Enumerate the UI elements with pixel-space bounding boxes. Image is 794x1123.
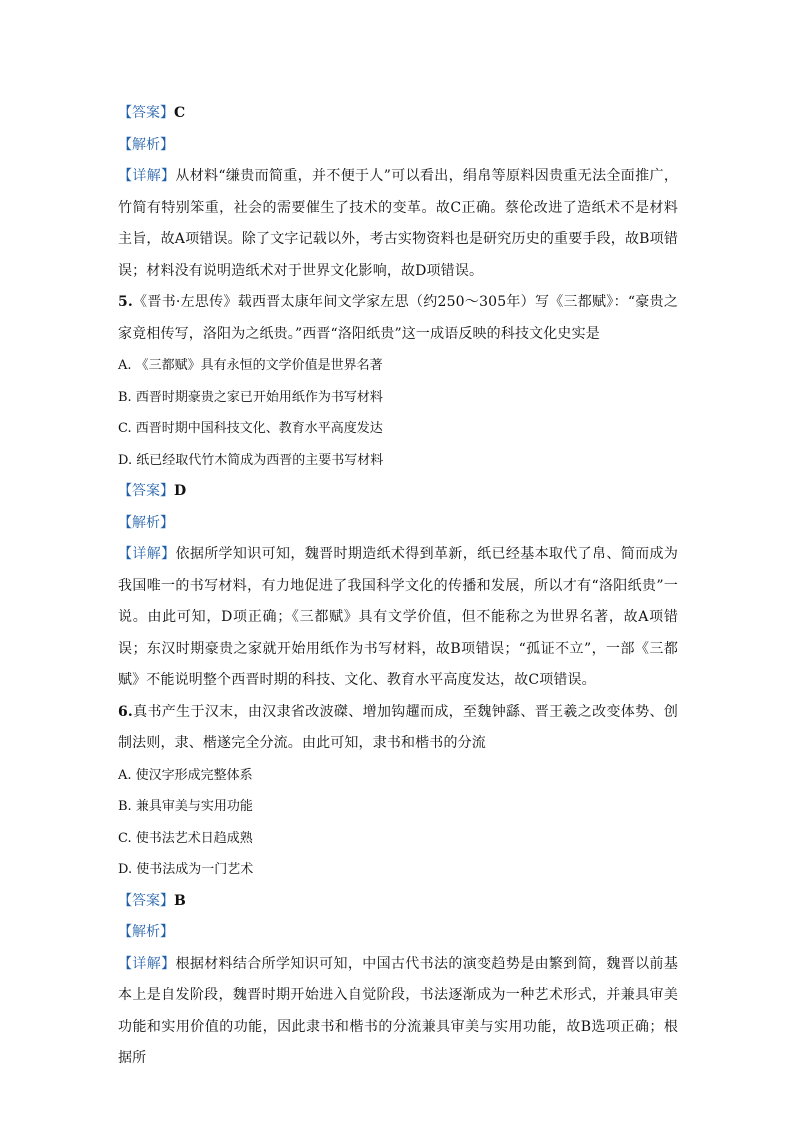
detail-text: 从材料“缣贵而简重，并不便于人”可以看出，绢帛等原料因贵重无法全面推广，竹简有特别笨重，社会的需要催生了技术的变革。故C正确。蔡伦改进了造纸术不是材料主旨，故A项错误。除了文字记载以外，考古实物资料也是研究历史的重要手段，故B项错误；材料没有说明造纸术对于世界文化影响，故D项错误。 bbox=[118, 168, 678, 279]
answer-tag: 【答案】 bbox=[118, 483, 174, 499]
option-a: A. 使汉字形成完整体系 bbox=[118, 767, 253, 783]
answer-value: D bbox=[174, 483, 187, 499]
analysis-tag: 【解析】 bbox=[118, 136, 174, 153]
document-page bbox=[118, 98, 678, 1075]
question-number: 6. bbox=[118, 703, 133, 720]
question-stem-text: 真书产生于汉末，由汉隶省改波磔、增加钩趯而成，至魏钟繇、晋王羲之改变体势、创制法则，隶、楷遂完全分流。由此可知，隶书和楷书的分流 bbox=[118, 703, 678, 751]
analysis-tag: 【解析】 bbox=[118, 514, 174, 531]
answer-line-q6 bbox=[118, 886, 678, 918]
answer-line-q4 bbox=[118, 98, 678, 130]
option-a: A. 《三都赋》具有永恒的文学价值是世界名著 bbox=[118, 358, 383, 373]
detail-paragraph-q5 bbox=[118, 539, 678, 697]
detail-paragraph-q4 bbox=[118, 161, 678, 287]
detail-text: 依据所学知识可知，魏晋时期造纸术得到革新，纸已经基本取代了帛、简而成为我国唯一的书写材料，有力地促进了我国科学文化的传播和发展，所以才有“洛阳纸贵”一说。由此可知，D项正确；《三都赋》具有文学价值，但不能称之为世界名著，故A项错误；东汉时期豪贵之家就开始用纸作为书写材料，故B项错误；“孤证不立”，一部《三都赋》不能说明整个西晋时期的科技、文化、教育水平高度发达，故C项错误。 bbox=[118, 546, 679, 688]
answer-tag: 【答案】 bbox=[118, 105, 174, 121]
option-c: C. 西晋时期中国科技文化、教育水平高度发达 bbox=[118, 421, 383, 436]
analysis-line-q4 bbox=[118, 130, 678, 162]
question-5-stem bbox=[118, 287, 678, 350]
detail-tag: 【详解】 bbox=[118, 955, 176, 972]
detail-tag: 【详解】 bbox=[118, 168, 176, 184]
option-b: B. 西晋时期豪贵之家已开始用纸作为书写材料 bbox=[118, 389, 383, 405]
detail-tag: 【详解】 bbox=[118, 546, 176, 562]
answer-value: B bbox=[174, 892, 186, 909]
option-c: C. 使书法艺术日趋成熟 bbox=[118, 830, 253, 846]
answer-tag: 【答案】 bbox=[118, 892, 174, 909]
detail-paragraph-q6 bbox=[118, 949, 678, 1075]
analysis-tag: 【解析】 bbox=[118, 924, 174, 940]
option-d: D. 使书法成为一门艺术 bbox=[118, 862, 254, 877]
option-d: D. 纸已经取代竹木简成为西晋的主要书写材料 bbox=[118, 452, 384, 468]
analysis-line-q6 bbox=[118, 917, 678, 949]
option-b: B. 兼具审美与实用功能 bbox=[118, 799, 253, 814]
answer-value: C bbox=[174, 105, 186, 121]
question-stem-text: 《晋书·左思传》载西晋太康年间文学家左思（约250～305年）写《三都赋》：“豪贵之家竟相传写，洛阳为之纸贵。”西晋“洛阳纸贵”这一成语反映的科技文化史实是 bbox=[118, 294, 678, 342]
question-6-stem bbox=[118, 697, 678, 760]
answer-line-q5 bbox=[118, 476, 678, 508]
question-number: 5. bbox=[118, 294, 133, 310]
detail-text: 根据材料结合所学知识可知，中国古代书法的演变趋势是由繁到简，魏晋以前基本上是自发阶段，魏晋时期开始进入自觉阶段，书法逐渐成为一种艺术形式，并兼具审美功能和实用价值的功能，因此隶书和楷书的分流兼具审美与实用功能，故B选项正确；根据所 bbox=[118, 955, 679, 1066]
analysis-line-q5 bbox=[118, 508, 678, 540]
